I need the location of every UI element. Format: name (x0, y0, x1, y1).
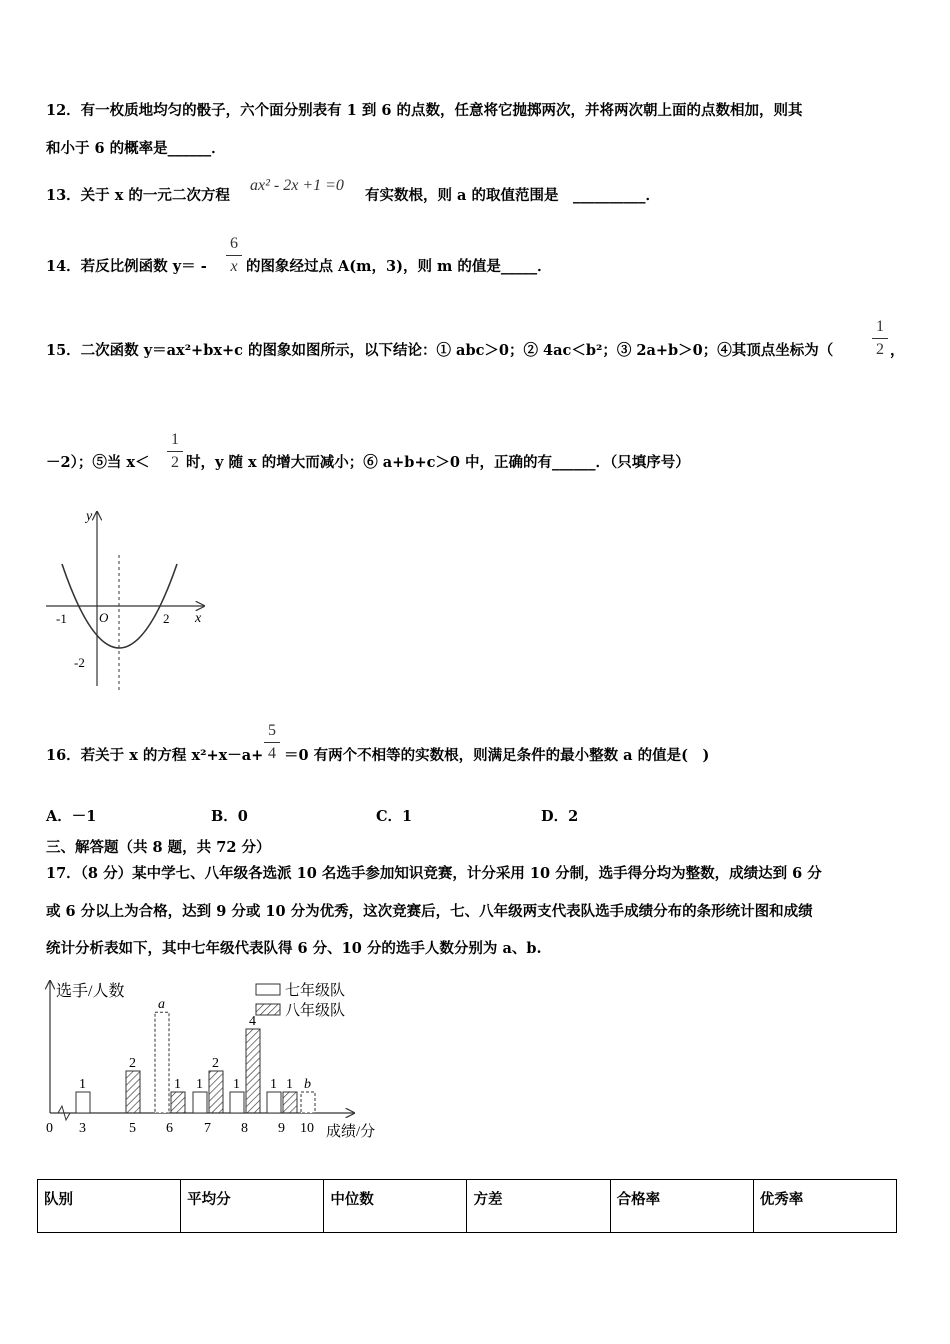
bar-grade7 (267, 1092, 281, 1113)
data-label-grade7: 1 (79, 1077, 86, 1092)
q13-equation: ax² - 2x +1 =0 (250, 177, 344, 194)
q15-line1: 15．二次函数 y＝ax²+bx+c 的图象如图所示，以下结论：① abc＞0；② 4ac＜b²；③ 2a+b＞0；④其顶点坐标为（ (46, 342, 834, 359)
q14-fraction (226, 235, 242, 276)
graph-label-neg2: -2 (74, 655, 85, 670)
chart-origin-label: 0 (46, 1121, 53, 1136)
legend-swatch-grade8 (256, 1004, 280, 1015)
x-tick-label: 3 (79, 1121, 86, 1136)
q15-frac1-num: 1 (876, 318, 884, 335)
data-label-grade8: 4 (249, 1014, 256, 1029)
q15-frac2-den: 2 (171, 454, 179, 471)
q16-option-d: D．2 (541, 808, 579, 825)
table-header-cell: 中位数 (324, 1180, 467, 1233)
bar-grade7 (230, 1092, 244, 1113)
bar-grade8 (126, 1071, 140, 1113)
q16-option-b: B．0 (211, 808, 248, 825)
data-label-grade7: a (158, 997, 165, 1013)
statistics-table (37, 1179, 897, 1233)
legend-label-grade7: 七年级队 (285, 983, 346, 999)
data-label-grade7: b (304, 1077, 311, 1092)
q15-line1-end: ， (890, 342, 905, 359)
q14-frac-num: 6 (230, 235, 238, 252)
legend-label-grade8: 八年级队 (285, 1003, 346, 1019)
legend-swatch-grade7 (256, 984, 280, 995)
x-tick-label: 6 (166, 1121, 173, 1136)
q14-frac-den: x (230, 258, 238, 275)
table-header-cell: 优秀率 (753, 1180, 896, 1233)
q15-line2-rest: 时，y 随 x 的增大而减小；⑥ a+b+c＞0 中，正确的有______．（只填序号） (186, 454, 690, 471)
table-header-cell: 方差 (467, 1180, 610, 1233)
graph-y-label: y (86, 509, 93, 524)
q16-frac-num: 5 (268, 722, 276, 739)
graph-label-2: 2 (163, 611, 170, 626)
chart-ylabel: 选手/人数 (56, 983, 125, 1000)
q15-frac1 (872, 318, 888, 359)
q14-prefix: 14．若反比例函数 y＝ - (46, 258, 207, 275)
x-tick-label: 10 (300, 1121, 314, 1136)
table-header-row (38, 1180, 897, 1233)
data-label-grade8: 1 (174, 1077, 181, 1092)
x-tick-label: 8 (241, 1121, 248, 1136)
x-tick-label: 5 (129, 1121, 136, 1136)
chart-xlabel: 成绩/分 (326, 1124, 376, 1140)
q16-suffix: ＝0 有两个不相等的实数根，则满足条件的最小整数 a 的值是( ) (284, 747, 710, 764)
q15-frac2-num: 1 (171, 431, 179, 448)
bar-grade7 (155, 1012, 169, 1113)
graph-label-neg1: -1 (56, 611, 67, 626)
data-label-grade7: 1 (233, 1077, 240, 1092)
data-label-grade8: 1 (286, 1077, 293, 1092)
q15-line2-start: －2）；⑤当 x＜ (46, 454, 150, 471)
q16-option-a: A．－1 (46, 808, 97, 825)
table-header-cell: 平均分 (181, 1180, 324, 1233)
q13-prefix: 13．关于 x 的一元二次方程 (46, 187, 230, 204)
q15-frac2 (167, 431, 183, 472)
data-label-grade7: 1 (270, 1077, 277, 1092)
q12-line2: 和小于 6 的概率是______． (46, 140, 226, 157)
bar-grade8 (246, 1029, 260, 1113)
x-tick-label: 9 (278, 1121, 285, 1136)
score-bar-chart (38, 975, 398, 1145)
q16-option-c: C．1 (376, 808, 413, 825)
data-label-grade8: 2 (129, 1056, 136, 1071)
data-label-grade7: 1 (196, 1077, 203, 1092)
bar-grade8 (171, 1092, 185, 1113)
bar-grade7 (76, 1092, 90, 1113)
table-header-cell: 队别 (38, 1180, 181, 1233)
q16-prefix: 16．若关于 x 的方程 x²+x－a+ (46, 747, 264, 764)
bar-grade7 (301, 1092, 315, 1113)
q17-line2: 或 6 分以上为合格，达到 9 分或 10 分为优秀，这次竞赛后，七、八年级两支代表队选手成绩分布的条形统计图和成绩 (46, 903, 813, 920)
q17-line3: 统计分析表如下，其中七年级代表队得 6 分、10 分的选手人数分别为 a、b. (46, 940, 542, 957)
bar-grade7 (193, 1092, 207, 1113)
q13-suffix: 有实数根，则 a 的取值范围是 __________． (365, 187, 660, 204)
section-3-heading: 三、解答题（共 8 题，共 72 分） (46, 839, 271, 856)
bar-grade8 (209, 1071, 223, 1113)
q17-line1: 17．（8 分）某中学七、八年级各选派 10 名选手参加知识竞赛，计分采用 10 分制，选手得分均为整数，成绩达到 6 分 (46, 865, 822, 882)
q12-line1: 12．有一枚质地均匀的骰子，六个面分别表有 1 到 6 的点数，任意将它抛掷两次，并将两次朝上面的点数相加，则其 (46, 102, 803, 119)
bar-grade8 (283, 1092, 297, 1113)
q15-frac1-den: 2 (876, 341, 884, 358)
graph-x-label: x (195, 611, 202, 626)
table-header-cell: 合格率 (610, 1180, 753, 1233)
data-label-grade8: 2 (212, 1056, 219, 1071)
parabola-graph (38, 500, 218, 695)
graph-origin-label: O (99, 610, 109, 625)
q16-frac-den: 4 (268, 745, 276, 762)
q16-fraction (264, 722, 280, 763)
q14-suffix: 的图象经过点 A(m，3)，则 m 的值是_____． (246, 258, 552, 275)
x-tick-label: 7 (204, 1121, 211, 1136)
